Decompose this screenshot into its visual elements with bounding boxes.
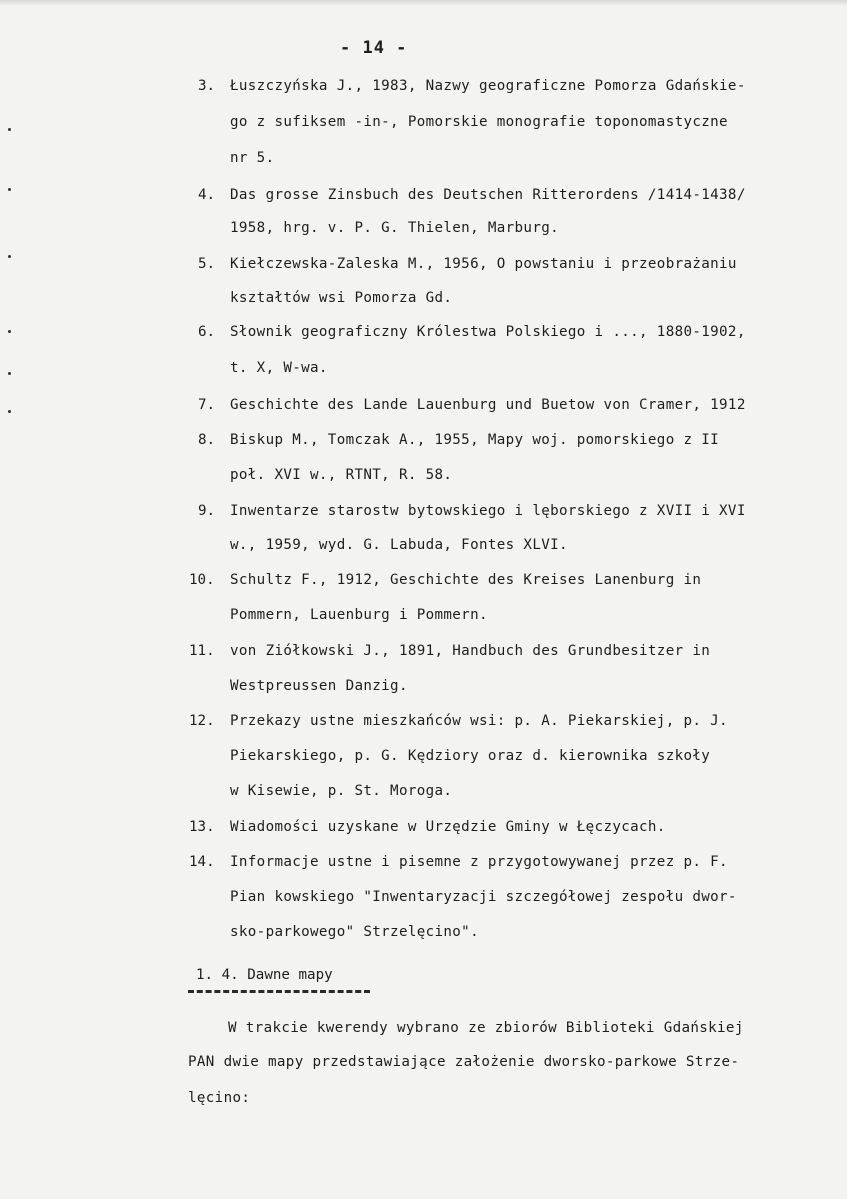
ref-number: 4. bbox=[198, 187, 216, 203]
margin-mark bbox=[8, 128, 11, 131]
ref-line: Pommern, Lauenburg i Pommern. bbox=[230, 607, 488, 623]
ref-number: 12. bbox=[189, 713, 215, 729]
section-heading: 1. 4. Dawne mapy bbox=[196, 967, 333, 983]
ref-line: Słownik geograficzny Królestwa Polskiego i ..., 1880-1902, bbox=[230, 324, 746, 340]
ref-line: nr 5. bbox=[230, 150, 275, 166]
ref-line: sko-parkowego" Strzelęcino". bbox=[230, 924, 479, 940]
ref-line: Pian kowskiego "Inwentaryzacji szczegółowej zespołu dwor- bbox=[230, 889, 737, 905]
ref-line: Łuszczyńska J., 1983, Nazwy geograficzne Pomorza Gdańskie- bbox=[230, 78, 746, 94]
ref-line: Informacje ustne i pisemne z przygotowywanej przez p. F. bbox=[230, 854, 728, 870]
ref-line: Piekarskiego, p. G. Kędziory oraz d. kierownika szkoły bbox=[230, 748, 711, 764]
page-number: - 14 - bbox=[340, 38, 408, 58]
ref-line: poł. XVI w., RTNT, R. 58. bbox=[230, 467, 453, 483]
ref-number: 10. bbox=[189, 572, 215, 588]
paragraph-line: lęcino: bbox=[188, 1090, 251, 1106]
ref-number: 11. bbox=[189, 643, 215, 659]
ref-line: Biskup M., Tomczak A., 1955, Mapy woj. pomorskiego z II bbox=[230, 432, 720, 448]
paragraph-line: W trakcie kwerendy wybrano ze zbiorów Biblioteki Gdańskiej bbox=[228, 1020, 744, 1036]
ref-line: t. X, W-wa. bbox=[230, 360, 328, 376]
ref-line: Wiadomości uzyskane w Urzędzie Gminy w Łęczycach. bbox=[230, 819, 666, 835]
paragraph-line: PAN dwie mapy przedstawiające założenie dworsko-parkowe Strze- bbox=[188, 1054, 740, 1070]
margin-mark bbox=[8, 410, 11, 413]
ref-line: Inwentarze starostw bytowskiego i lęborskiego z XVII i XVI bbox=[230, 503, 746, 519]
ref-line: w Kisewie, p. St. Moroga. bbox=[230, 783, 453, 799]
ref-line: kształtów wsi Pomorza Gd. bbox=[230, 290, 453, 306]
ref-line: Kiełczewska-Zaleska M., 1956, O powstaniu i przeobrażaniu bbox=[230, 256, 737, 272]
ref-line: Das grosse Zinsbuch des Deutschen Ritterordens /1414-1438/ bbox=[230, 187, 746, 203]
ref-line: 1958, hrg. v. P. G. Thielen, Marburg. bbox=[230, 220, 559, 236]
ref-number: 14. bbox=[189, 854, 215, 870]
ref-line: Geschichte des Lande Lauenburg und Buetow von Cramer, 1912 bbox=[230, 397, 746, 413]
ref-line: go z sufiksem -in-, Pomorskie monografie toponomastyczne bbox=[230, 114, 728, 130]
ref-number: 7. bbox=[198, 397, 216, 413]
ref-number: 9. bbox=[198, 503, 216, 519]
ref-line: w., 1959, wyd. G. Labuda, Fontes XLVI. bbox=[230, 537, 568, 553]
ref-number: 8. bbox=[198, 432, 216, 448]
ref-line: Westpreussen Danzig. bbox=[230, 678, 408, 694]
margin-mark bbox=[8, 255, 11, 258]
margin-mark bbox=[8, 188, 11, 191]
ref-line: von Ziółkowski J., 1891, Handbuch des Grundbesitzer in bbox=[230, 643, 711, 659]
scan-top-edge bbox=[0, 0, 847, 6]
ref-line: Schultz F., 1912, Geschichte des Kreises Lanenburg in bbox=[230, 572, 702, 588]
ref-number: 13. bbox=[189, 819, 215, 835]
margin-mark bbox=[8, 330, 11, 333]
ref-line: Przekazy ustne mieszkańców wsi: p. A. Piekarskiej, p. J. bbox=[230, 713, 728, 729]
ref-number: 3. bbox=[198, 78, 216, 94]
margin-mark bbox=[8, 372, 11, 375]
ref-number: 5. bbox=[198, 256, 216, 272]
heading-underline bbox=[188, 990, 370, 993]
ref-number: 6. bbox=[198, 324, 216, 340]
